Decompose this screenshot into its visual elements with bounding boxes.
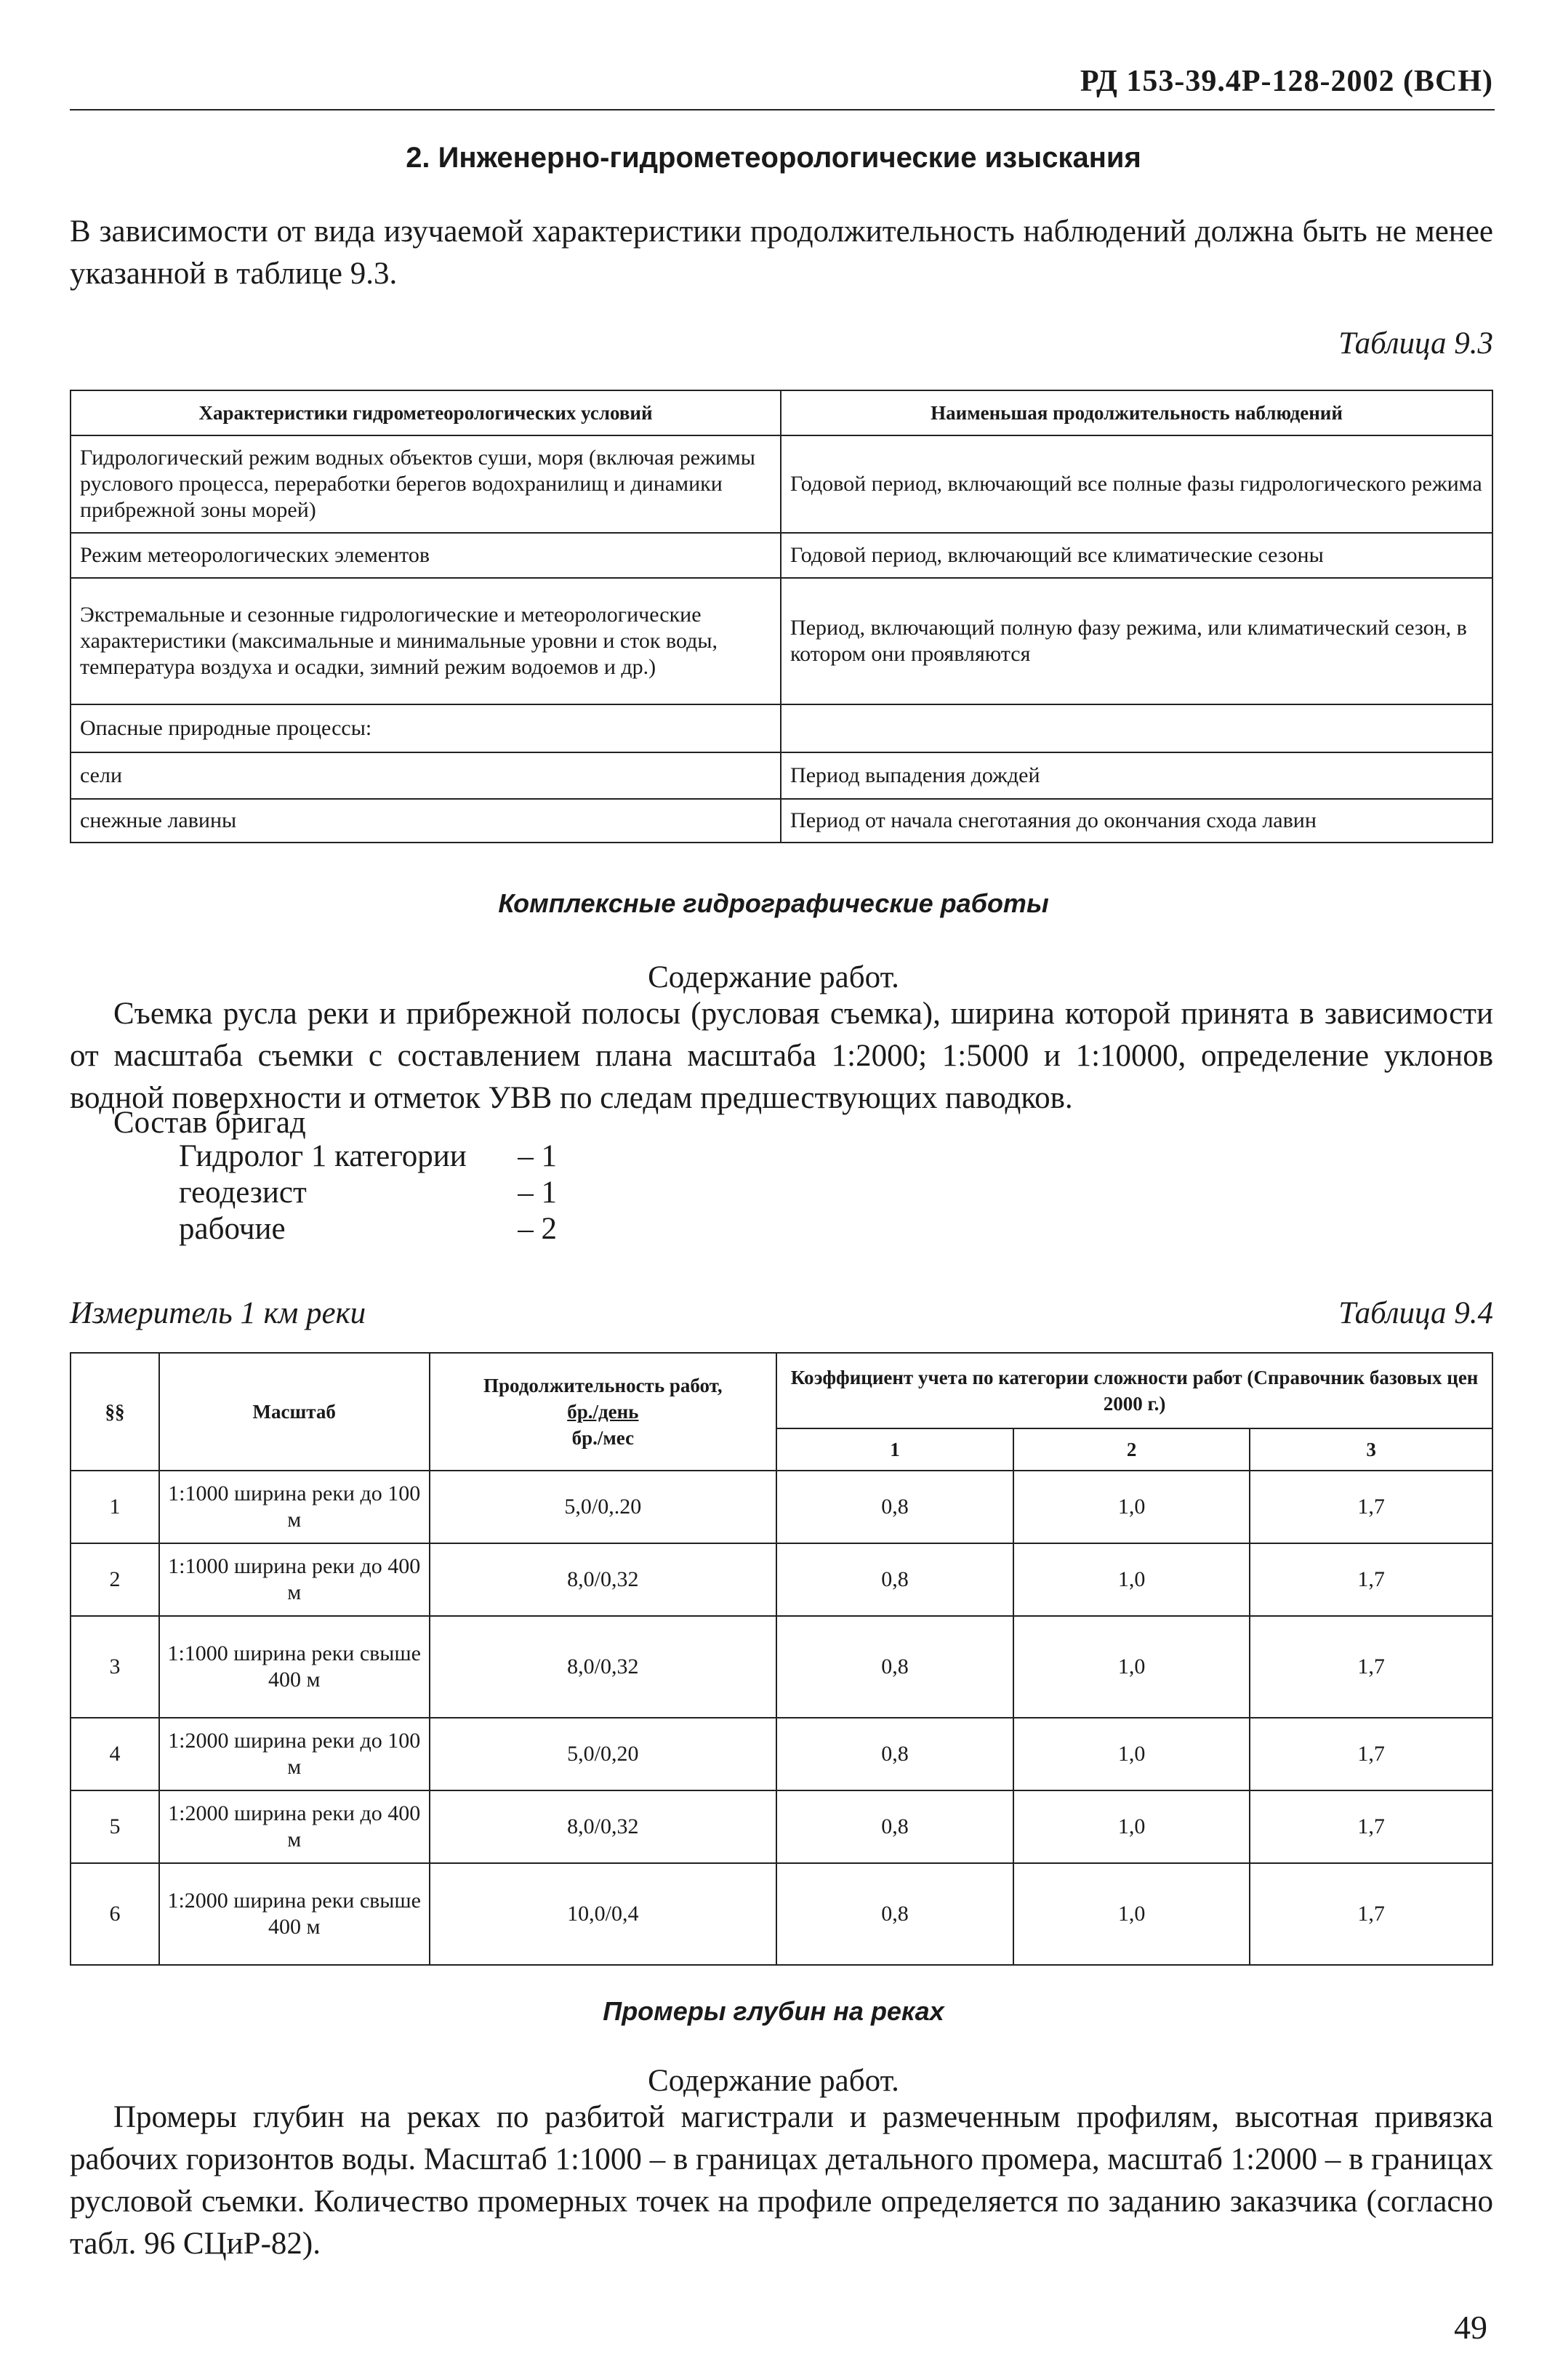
table-header-cell: Масштаб <box>159 1353 430 1471</box>
table-cell: 2 <box>71 1543 159 1616</box>
table-header-cell: §§ <box>71 1353 159 1471</box>
table-header-cell: Характеристики гидрометеорологических условий <box>71 390 781 435</box>
table-cell: 4 <box>71 1718 159 1790</box>
table-row <box>71 752 1492 799</box>
table-9-3-caption: Таблица 9.3 <box>1338 326 1493 361</box>
section-title: 2. Инженерно-гидрометеорологические изыскания <box>406 142 1141 174</box>
table-cell: Период выпадения дождей <box>781 752 1492 799</box>
table-cell: 1,0 <box>1013 1863 1250 1965</box>
content-label: Содержание работ. <box>648 960 899 994</box>
table-cell: 8,0/0,32 <box>430 1790 777 1863</box>
crew-item <box>179 1138 557 1175</box>
table-cell: 0,8 <box>776 1471 1013 1543</box>
table-9-4-caption: Таблица 9.4 <box>1338 1296 1493 1330</box>
table-cell: 0,8 <box>776 1616 1013 1718</box>
table-cell: 10,0/0,4 <box>430 1863 777 1965</box>
table-row <box>71 1718 1492 1790</box>
crew-role: рабочие <box>179 1212 286 1246</box>
table-cell: 5,0/0,20 <box>430 1718 777 1790</box>
duration-header-line: бр./мес <box>571 1427 635 1449</box>
table-cell: 0,8 <box>776 1863 1013 1965</box>
table-cell: 1:1000 ширина реки свыше 400 м <box>159 1616 430 1718</box>
table-row <box>71 578 1492 704</box>
table-header-cell: Коэффициент учета по категории сложности работ (Справочник базовых цен 2000 г.) <box>776 1353 1492 1428</box>
table-cell: 1,7 <box>1250 1543 1492 1616</box>
table-cell: 1,0 <box>1013 1718 1250 1790</box>
works-description: Съемка русла реки и прибрежной полосы (русловая съемка), ширина которой принята в зависимости от масштаба съемки с составлением плана масштаба 1:2000; 1:5000 и 1:10000, определение уклонов водной поверхности и отметок УВВ по следам предшествующих паводков. <box>70 997 1493 1115</box>
table-row <box>71 435 1492 533</box>
table-row <box>71 799 1492 843</box>
table-cell: 8,0/0,32 <box>430 1543 777 1616</box>
crew-item <box>179 1175 557 1211</box>
table-cell: Годовой период, включающий все климатические сезоны <box>781 533 1492 578</box>
table-cell: 1,0 <box>1013 1471 1250 1543</box>
table-cell: сели <box>71 752 781 799</box>
table-cell: 1 <box>71 1471 159 1543</box>
table-row <box>71 1790 1492 1863</box>
table-cell <box>781 704 1492 752</box>
table-cell: 1,7 <box>1250 1863 1492 1965</box>
table-cell: Период, включающий полную фазу режима, или климатический сезон, в котором они проявляются <box>781 578 1492 704</box>
table-row <box>71 1616 1492 1718</box>
table-header-cell: Наименьшая продолжительность наблюдений <box>781 390 1492 435</box>
table-cell: 1,7 <box>1250 1718 1492 1790</box>
table-header-cell: 2 <box>1013 1428 1250 1471</box>
duration-header-line: бр./день <box>567 1401 639 1423</box>
table-cell: 1,0 <box>1013 1616 1250 1718</box>
table-row <box>71 1863 1492 1965</box>
table-cell: 3 <box>71 1616 159 1718</box>
table-row <box>71 1543 1492 1616</box>
table-cell: 5 <box>71 1790 159 1863</box>
table-cell: 1:2000 ширина реки до 100 м <box>159 1718 430 1790</box>
table-cell: Гидрологический режим водных объектов суши, моря (включая режимы руслового процесса, переработки берегов водохранилищ и динамики прибрежной зоны морей) <box>71 435 781 533</box>
table-cell: 1:1000 ширина реки до 400 м <box>159 1543 430 1616</box>
subsection-title: Комплексные гидрографические работы <box>498 888 1049 918</box>
table-cell: 1,7 <box>1250 1471 1492 1543</box>
table-cell: 0,8 <box>776 1718 1013 1790</box>
table-cell: 0,8 <box>776 1790 1013 1863</box>
crew-role: Гидролог 1 категории <box>179 1139 467 1173</box>
crew-list <box>179 1138 557 1247</box>
table-9-4 <box>70 1352 1493 1966</box>
crew-label: Состав бригад <box>113 1106 306 1140</box>
table-cell: 1,0 <box>1013 1790 1250 1863</box>
table-cell: 1,7 <box>1250 1616 1492 1718</box>
content-label: Содержание работ. <box>648 2064 899 2098</box>
works-description: Промеры глубин на реках по разбитой магистрали и размеченным профилям, высотная привязка рабочих горизонтов воды. Масштаб 1:1000 – в границах детального промера, масштаб 1:2000 – в границах русловой съемки. Количество промерных точек на профиле определяется по заданию заказчика (согласно табл. 96 СЦиР-82). <box>70 2100 1493 2261</box>
header-divider <box>70 109 1495 110</box>
table-cell: 5,0/0,.20 <box>430 1471 777 1543</box>
table-cell: Опасные природные процессы: <box>71 704 781 752</box>
table-cell: 1,7 <box>1250 1790 1492 1863</box>
crew-role: геодезист <box>179 1175 307 1210</box>
table-cell: Период от начала снеготаяния до окончания схода лавин <box>781 799 1492 843</box>
table-row <box>71 533 1492 578</box>
table-cell: Годовой период, включающий все полные фазы гидрологического режима <box>781 435 1492 533</box>
table-meter: Измеритель 1 км реки <box>70 1296 366 1330</box>
table-header-row <box>71 1353 1492 1428</box>
table-cell: снежные лавины <box>71 799 781 843</box>
crew-count: – 1 <box>518 1139 557 1173</box>
duration-header-line: Продолжительность работ, <box>483 1375 723 1396</box>
crew-item <box>179 1211 557 1247</box>
page-number: 49 <box>1454 2309 1487 2346</box>
table-row <box>71 1471 1492 1543</box>
table-row <box>71 704 1492 752</box>
table-header-cell <box>430 1353 777 1471</box>
table-cell: 1,0 <box>1013 1543 1250 1616</box>
table-cell: 8,0/0,32 <box>430 1616 777 1718</box>
table-header-row <box>71 390 1492 435</box>
table-cell: 1:2000 ширина реки до 400 м <box>159 1790 430 1863</box>
crew-count: – 2 <box>518 1212 557 1246</box>
table-header-cell: 1 <box>776 1428 1013 1471</box>
table-cell: 0,8 <box>776 1543 1013 1616</box>
table-9-3 <box>70 390 1493 843</box>
subsection-title: Промеры глубин на реках <box>603 1996 944 2026</box>
table-cell: 6 <box>71 1863 159 1965</box>
table-cell: 1:1000 ширина реки до 100 м <box>159 1471 430 1543</box>
document-code: РД 153-39.4Р-128-2002 (ВСН) <box>1080 65 1493 98</box>
table-header-cell: 3 <box>1250 1428 1492 1471</box>
crew-count: – 1 <box>518 1175 557 1210</box>
table-cell: Режим метеорологических элементов <box>71 533 781 578</box>
intro-paragraph: В зависимости от вида изучаемой характеристики продолжительность наблюдений должна быть не менее указанной в таблице 9.3. <box>70 214 1493 291</box>
table-cell: 1:2000 ширина реки свыше 400 м <box>159 1863 430 1965</box>
table-cell: Экстремальные и сезонные гидрологические и метеорологические характеристики (максимальные и минимальные уровни и сток воды, температура воздуха и осадки, зимний режим водоемов и др.) <box>71 578 781 704</box>
